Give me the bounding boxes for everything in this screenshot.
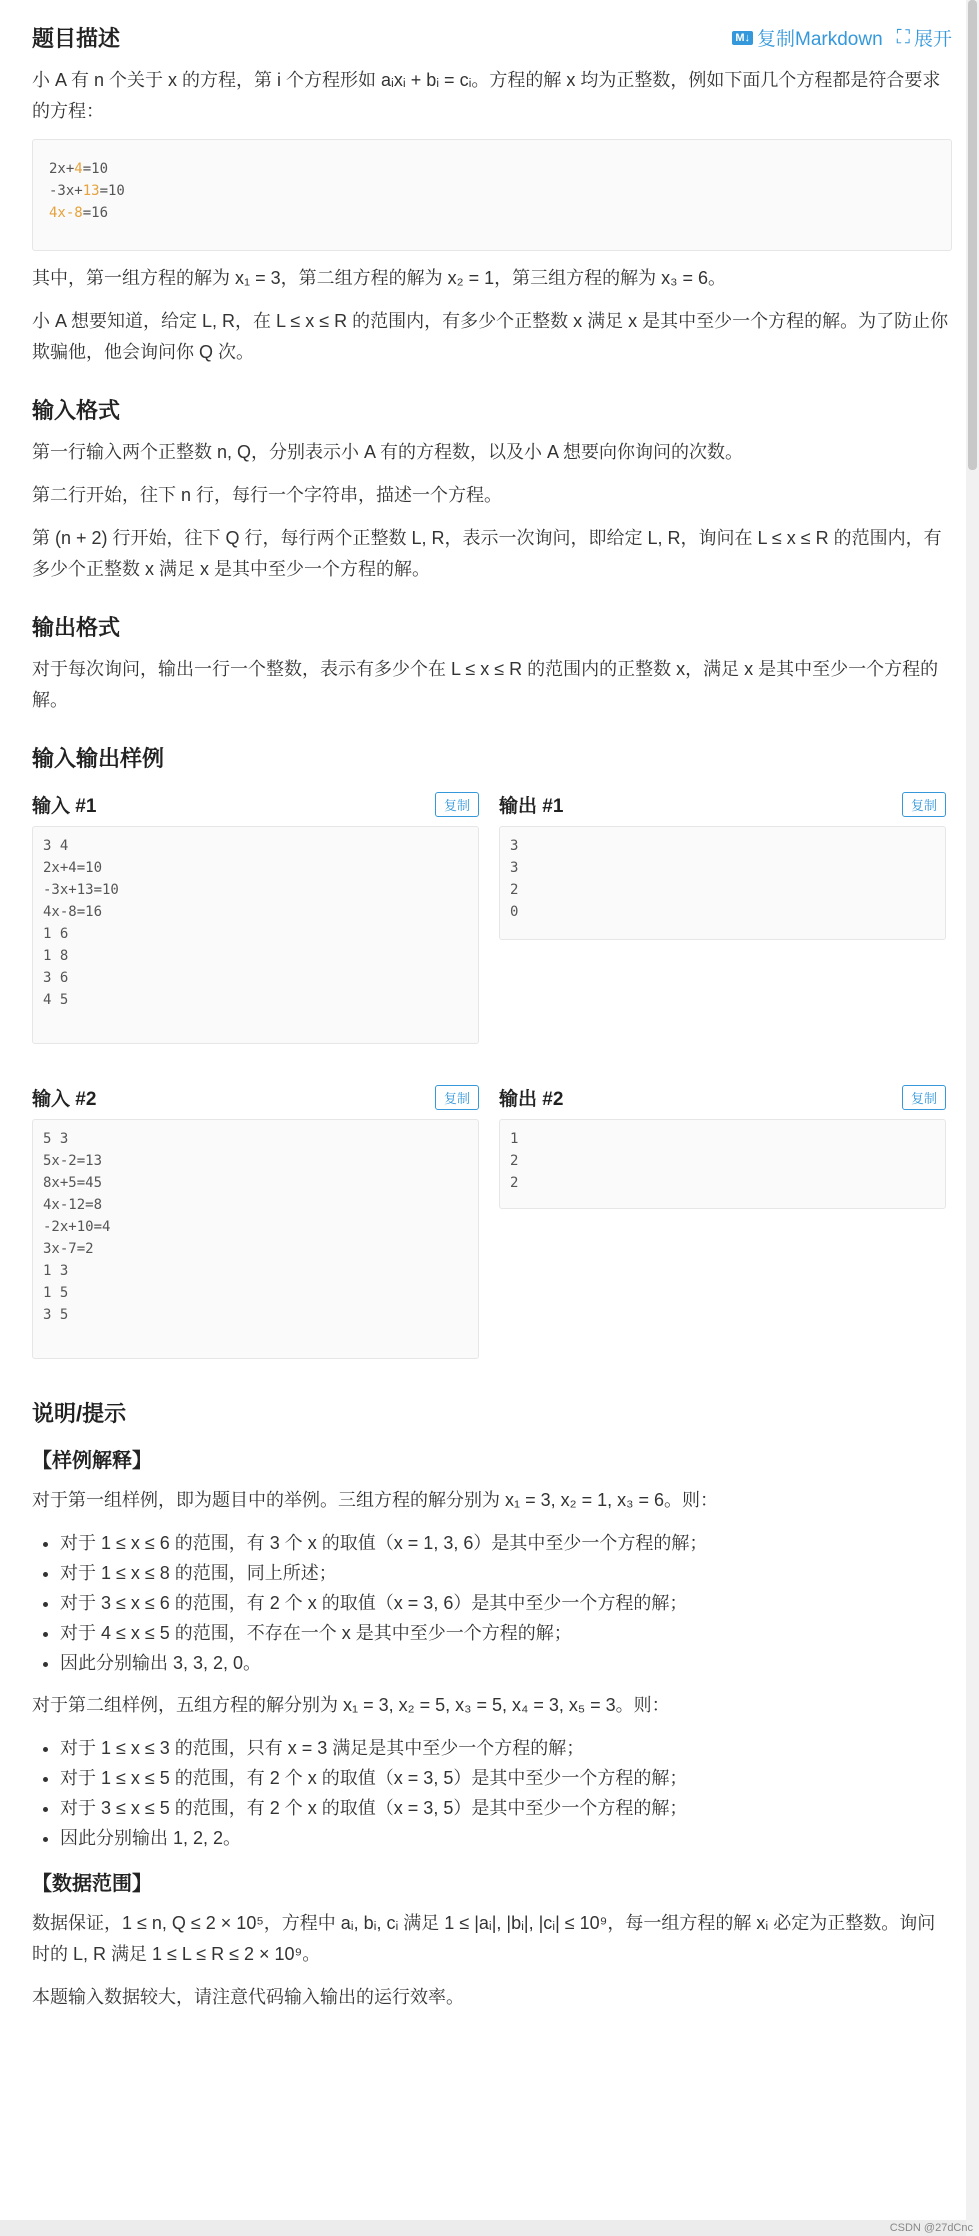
sample-input-2 — [32, 1084, 479, 1359]
sample-explanation-heading: 【样例解释】 — [32, 1450, 152, 1472]
list-item: • 对于 1 ≤ x ≤ 3 的范围，只有 x = 3 满足是其中至少一个方程的解； — [60, 1733, 952, 1763]
copy-markdown-button[interactable] — [732, 24, 882, 51]
list-item: • 对于 3 ≤ x ≤ 6 的范围，有 2 个 x 的取值（x = 3, 6）是其中至少一个方程的解； — [60, 1588, 952, 1618]
list-item: • 因此分别输出 3, 3, 2, 0。 — [60, 1648, 952, 1678]
scrollbar-thumb[interactable] — [968, 0, 977, 470]
sample-output-2 — [499, 1084, 946, 1359]
example-equation-1: 2x+4=10 — [49, 161, 109, 177]
list-item: • 因此分别输出 1, 2, 2。 — [60, 1823, 952, 1853]
list-item: • 对于 1 ≤ x ≤ 8 的范围，同上所述； — [60, 1558, 952, 1588]
sample-input-1-label: 输入 #1 — [32, 796, 97, 817]
list-item: • 对于 3 ≤ x ≤ 5 的范围，有 2 个 x 的取值（x = 3, 5）是其中至少一个方程的解； — [60, 1793, 952, 1823]
hint-list-2 — [32, 1733, 952, 1853]
description-paragraph-3: 小 A 想要知道，给定 L, R，在 L ≤ x ≤ R 的范围内，有多少个正整数 x 满足 x 是其中至少一个方程的解。为了防止你欺骗他，他会询问你 Q 次。 — [32, 311, 949, 362]
samples-title: 输入输出样例 — [32, 746, 165, 771]
sample-row-1 — [32, 791, 952, 1044]
input-format-title: 输入格式 — [32, 398, 121, 423]
list-item: • 对于 1 ≤ x ≤ 6 的范围，有 3 个 x 的取值（x = 1, 3, 6）是其中至少一个方程的解； — [60, 1528, 952, 1558]
input-format-paragraph-1: 第一行输入两个正整数 n, Q，分别表示小 A 有的方程数，以及小 A 想要向你询问的次数。 — [32, 442, 744, 462]
copy-input-1-button[interactable]: 复制 — [435, 792, 479, 817]
description-paragraph-2: 其中，第一组方程的解为 x₁ = 3，第二组方程的解为 x₂ = 1，第三组方程的解为 x₃ = 6。 — [32, 268, 726, 288]
sample-input-2-content: 5 3 5x-2=13 8x+5=45 4x-12=8 -2x+10=4 3x-7=2 1 3 1 5 3 5 — [32, 1119, 479, 1359]
description-title: 题目描述 — [32, 26, 121, 51]
input-format-paragraph-2: 第二行开始，往下 n 行，每行一个字符串，描述一个方程。 — [32, 485, 503, 505]
output-format-paragraph-1: 对于每次询问，输出一行一个整数，表示有多少个在 L ≤ x ≤ R 的范围内的正整数 x，满足 x 是其中至少一个方程的解。 — [32, 659, 939, 710]
expand-icon: ⛶ — [896, 26, 910, 48]
description-header — [32, 22, 952, 53]
sample-input-1 — [32, 791, 479, 1044]
copy-output-1-button[interactable]: 复制 — [902, 792, 946, 817]
watermark: CSDN @27dCnc — [889, 2222, 973, 2234]
input-format-section — [32, 394, 952, 585]
expand-label: 展开 — [913, 29, 952, 50]
expand-button[interactable] — [897, 24, 952, 51]
data-range-heading: 【数据范围】 — [32, 1873, 152, 1895]
sample-input-1-content: 3 4 2x+4=10 -3x+13=10 4x-8=16 1 6 1 8 3 6 4 5 — [32, 826, 479, 1044]
samples-section — [32, 742, 952, 1359]
sample-input-2-label: 输入 #2 — [32, 1089, 97, 1110]
hint-title: 说明/提示 — [32, 1401, 127, 1426]
hint-paragraph-2: 对于第二组样例，五组方程的解分别为 x₁ = 3, x₂ = 5, x₃ = 5, x₄ = 3, x₅ = 3。则： — [32, 1695, 670, 1715]
sample-row-2 — [32, 1084, 952, 1359]
hint-paragraph-4: 本题输入数据较大，请注意代码输入输出的运行效率。 — [32, 1987, 464, 2007]
scrollbar[interactable] — [966, 0, 979, 2236]
sample-output-1-content: 3 3 2 0 — [499, 826, 946, 940]
output-format-title: 输出格式 — [32, 615, 121, 640]
copy-input-2-button[interactable]: 复制 — [435, 1085, 479, 1110]
sample-output-2-label: 输出 #2 — [499, 1089, 564, 1110]
hint-list-1 — [32, 1528, 952, 1678]
copy-output-2-button[interactable]: 复制 — [902, 1085, 946, 1110]
input-format-paragraph-3: 第 (n + 2) 行开始，往下 Q 行，每行两个正整数 L, R，表示一次询问，即给定 L, R，询问在 L ≤ x ≤ R 的范围内，有多少个正整数 x 满足 x 是其中至少一个方程的解。 — [32, 528, 942, 579]
output-format-section — [32, 611, 952, 716]
sample-output-1 — [499, 791, 946, 1044]
description-paragraph-1: 小 A 有 n 个关于 x 的方程，第 i 个方程形如 aᵢxᵢ + bᵢ = cᵢ。方程的解 x 均为正整数，例如下面几个方程都是符合要求的方程： — [32, 70, 941, 121]
list-item: • 对于 1 ≤ x ≤ 5 的范围，有 2 个 x 的取值（x = 3, 5）是其中至少一个方程的解； — [60, 1763, 952, 1793]
markdown-icon: M↓ — [732, 31, 753, 45]
hint-paragraph-1: 对于第一组样例，即为题目中的举例。三组方程的解分别为 x₁ = 3, x₂ = 1, x₃ = 6。则： — [32, 1490, 718, 1510]
list-item: • 对于 4 ≤ x ≤ 5 的范围，不存在一个 x 是其中至少一个方程的解； — [60, 1618, 952, 1648]
hint-section — [32, 1397, 952, 2013]
sample-output-1-label: 输出 #1 — [499, 796, 564, 817]
example-equation-2: -3x+13=10 — [49, 183, 125, 199]
markdown-actions — [732, 24, 952, 51]
sample-output-2-content: 1 2 2 — [499, 1119, 946, 1209]
example-equation-3: 4x-8=16 — [49, 205, 109, 221]
example-equations-block — [32, 139, 952, 251]
copy-markdown-label: 复制Markdown — [757, 29, 883, 50]
hint-paragraph-3: 数据保证，1 ≤ n, Q ≤ 2 × 10⁵，方程中 aᵢ, bᵢ, cᵢ 满足 1 ≤ |aᵢ|, |bᵢ|, |cᵢ| ≤ 10⁹，每一组方程的解 xᵢ 必定为正整数。询问时的 L, R 满足 1 ≤ L ≤ R ≤ 2 × 10⁹。 — [32, 1913, 936, 1964]
